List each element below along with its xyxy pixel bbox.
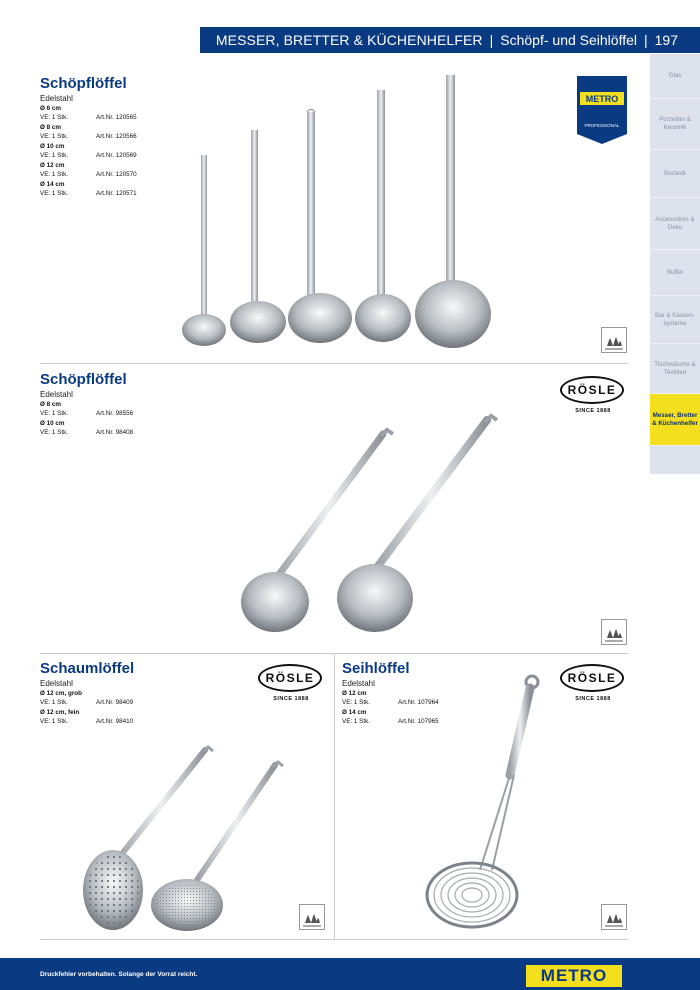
section-divider (40, 363, 628, 364)
rosle-logo (560, 376, 626, 420)
spec-size: Ø 10 cm (40, 143, 65, 150)
spec-ve: VE: 1 Stk. (40, 409, 68, 417)
rosle-since: SINCE 1888 (273, 696, 309, 702)
header-subcategory: Schöpf- und Seihlöffel (500, 32, 637, 48)
section-schoepfloeffel-metro (40, 76, 180, 198)
spec-art-nr: Art.Nr. 120570 (96, 170, 137, 178)
section-material: Edelstahl (40, 390, 73, 399)
ladles-rosle-image (235, 410, 505, 640)
sidebar-tab-buffet[interactable] (650, 250, 700, 296)
dishwasher-care-icon (299, 904, 325, 930)
spec-ve: VE: 1 Stk. (40, 113, 68, 121)
category-sidebar (650, 54, 700, 474)
spec-size: Ø 14 cm (40, 181, 65, 188)
sidebar-tab-tischwaesche[interactable] (650, 344, 700, 394)
dishwasher-care-icon (601, 619, 627, 645)
spec-size: Ø 8 cm (40, 124, 61, 131)
spec-ve: VE: 1 Stk. (40, 189, 68, 197)
header-category: MESSER, BRETTER & KÜCHENHELFER (215, 32, 483, 48)
spec-size: Ø 12 cm (342, 690, 367, 697)
spec-size: Ø 6 cm (40, 105, 61, 112)
spec-size: Ø 10 cm (40, 420, 65, 427)
spec-art-nr: Art.Nr. 107964 (398, 698, 439, 706)
rosle-since: SINCE 1888 (575, 408, 611, 414)
section-material: Edelstahl (40, 679, 73, 688)
section-title: Schöpflöffel (40, 371, 127, 388)
sidebar-tab-label: Glas (668, 72, 682, 79)
spec-art-nr: Art.Nr. 98408 (96, 428, 134, 436)
strainer-image (420, 670, 550, 935)
sidebar-tab-bar[interactable] (650, 296, 700, 344)
product-spec (40, 690, 180, 707)
header-separator-2: | (644, 32, 648, 48)
spec-size: Ø 12 cm (40, 162, 65, 169)
metro-footer-logo: METRO (525, 964, 623, 988)
sidebar-tab-porzellan[interactable] (650, 99, 700, 150)
section-material: Edelstahl (40, 94, 73, 103)
product-spec (40, 420, 180, 437)
page-number: 197 (654, 32, 678, 48)
sidebar-tab-messer[interactable] (650, 394, 700, 446)
sidebar-tab-label: Bar & Kassen-systeme (655, 311, 695, 327)
spec-size: Ø 14 cm (342, 709, 367, 716)
product-spec (40, 709, 180, 726)
sidebar-tab-label: Besteck (663, 169, 686, 177)
spec-art-nr: Art.Nr. 98409 (96, 698, 134, 706)
spec-art-nr: Art.Nr. 120569 (96, 151, 137, 159)
dishwasher-care-icon (601, 327, 627, 353)
product-spec (40, 401, 180, 418)
skimmers-image (75, 740, 285, 935)
spec-art-nr: Art.Nr. 120566 (96, 132, 137, 140)
page-header (200, 27, 700, 53)
sidebar-tab-label: Accessoires & Deko (655, 215, 695, 231)
product-spec (40, 143, 180, 160)
metro-professional-badge (577, 76, 627, 144)
product-spec (40, 181, 180, 198)
spec-size: Ø 8 cm (40, 401, 61, 408)
rosle-logo (560, 664, 626, 708)
section-schoepfloeffel-rosle (40, 372, 180, 437)
metro-badge-text: METRO (585, 94, 619, 104)
sidebar-tab-label: Tischwäsche & Textilien (654, 360, 696, 376)
section-title: Schöpflöffel (40, 75, 127, 92)
rosle-logo-text: RÖSLE (258, 664, 322, 692)
ladles-metro-image (170, 70, 500, 355)
spec-ve: VE: 1 Stk. (40, 132, 68, 140)
spec-ve: VE: 1 Stk. (40, 170, 68, 178)
spec-art-nr: Art.Nr. 120571 (96, 189, 137, 197)
column-divider (334, 654, 335, 939)
product-spec (40, 162, 180, 179)
spec-art-nr: Art.Nr. 120565 (96, 113, 137, 121)
page-footer (0, 958, 700, 990)
spec-ve: VE: 1 Stk. (40, 428, 68, 436)
sidebar-tab-accessoires[interactable] (650, 198, 700, 250)
sidebar-tab-besteck[interactable] (650, 150, 700, 198)
spec-art-nr: Art.Nr. 107965 (398, 717, 439, 725)
footer-disclaimer: Druckfehler vorbehalten. Solange der Vorrat reicht. (40, 971, 198, 978)
section-schaumloeffel (40, 661, 180, 726)
spec-ve: VE: 1 Stk. (40, 151, 68, 159)
header-separator: | (489, 32, 494, 48)
section-material: Edelstahl (342, 679, 375, 688)
section-title: Seihlöffel (342, 660, 410, 677)
product-spec (40, 105, 180, 122)
spec-ve: VE: 1 Stk. (40, 717, 68, 725)
spec-ve: VE: 1 Stk. (342, 698, 370, 706)
rosle-logo (258, 664, 324, 708)
spec-ve: VE: 1 Stk. (342, 717, 370, 725)
product-spec (40, 124, 180, 141)
sidebar-tab-label: Buffet (666, 268, 684, 276)
rosle-logo-text: RÖSLE (560, 376, 624, 404)
spec-art-nr: Art.Nr. 98410 (96, 717, 134, 725)
sidebar-tab-label: Messer, Bretter & Küchenhelfer (652, 411, 698, 427)
rosle-since: SINCE 1888 (575, 696, 611, 702)
section-divider (40, 939, 628, 940)
rosle-logo-text: RÖSLE (560, 664, 624, 692)
spec-ve: VE: 1 Stk. (40, 698, 68, 706)
metro-badge-sub: PROFESSIONAL (584, 123, 620, 128)
section-title: Schaumlöffel (40, 660, 135, 677)
spec-size: Ø 12 cm, fein (40, 709, 80, 716)
spec-art-nr: Art.Nr. 98556 (96, 409, 134, 417)
spec-size: Ø 12 cm, grob (40, 690, 82, 697)
sidebar-tab-label: Porzellan & Keramik (659, 116, 691, 131)
dishwasher-care-icon (601, 904, 627, 930)
sidebar-tab-glas[interactable] (650, 54, 700, 99)
